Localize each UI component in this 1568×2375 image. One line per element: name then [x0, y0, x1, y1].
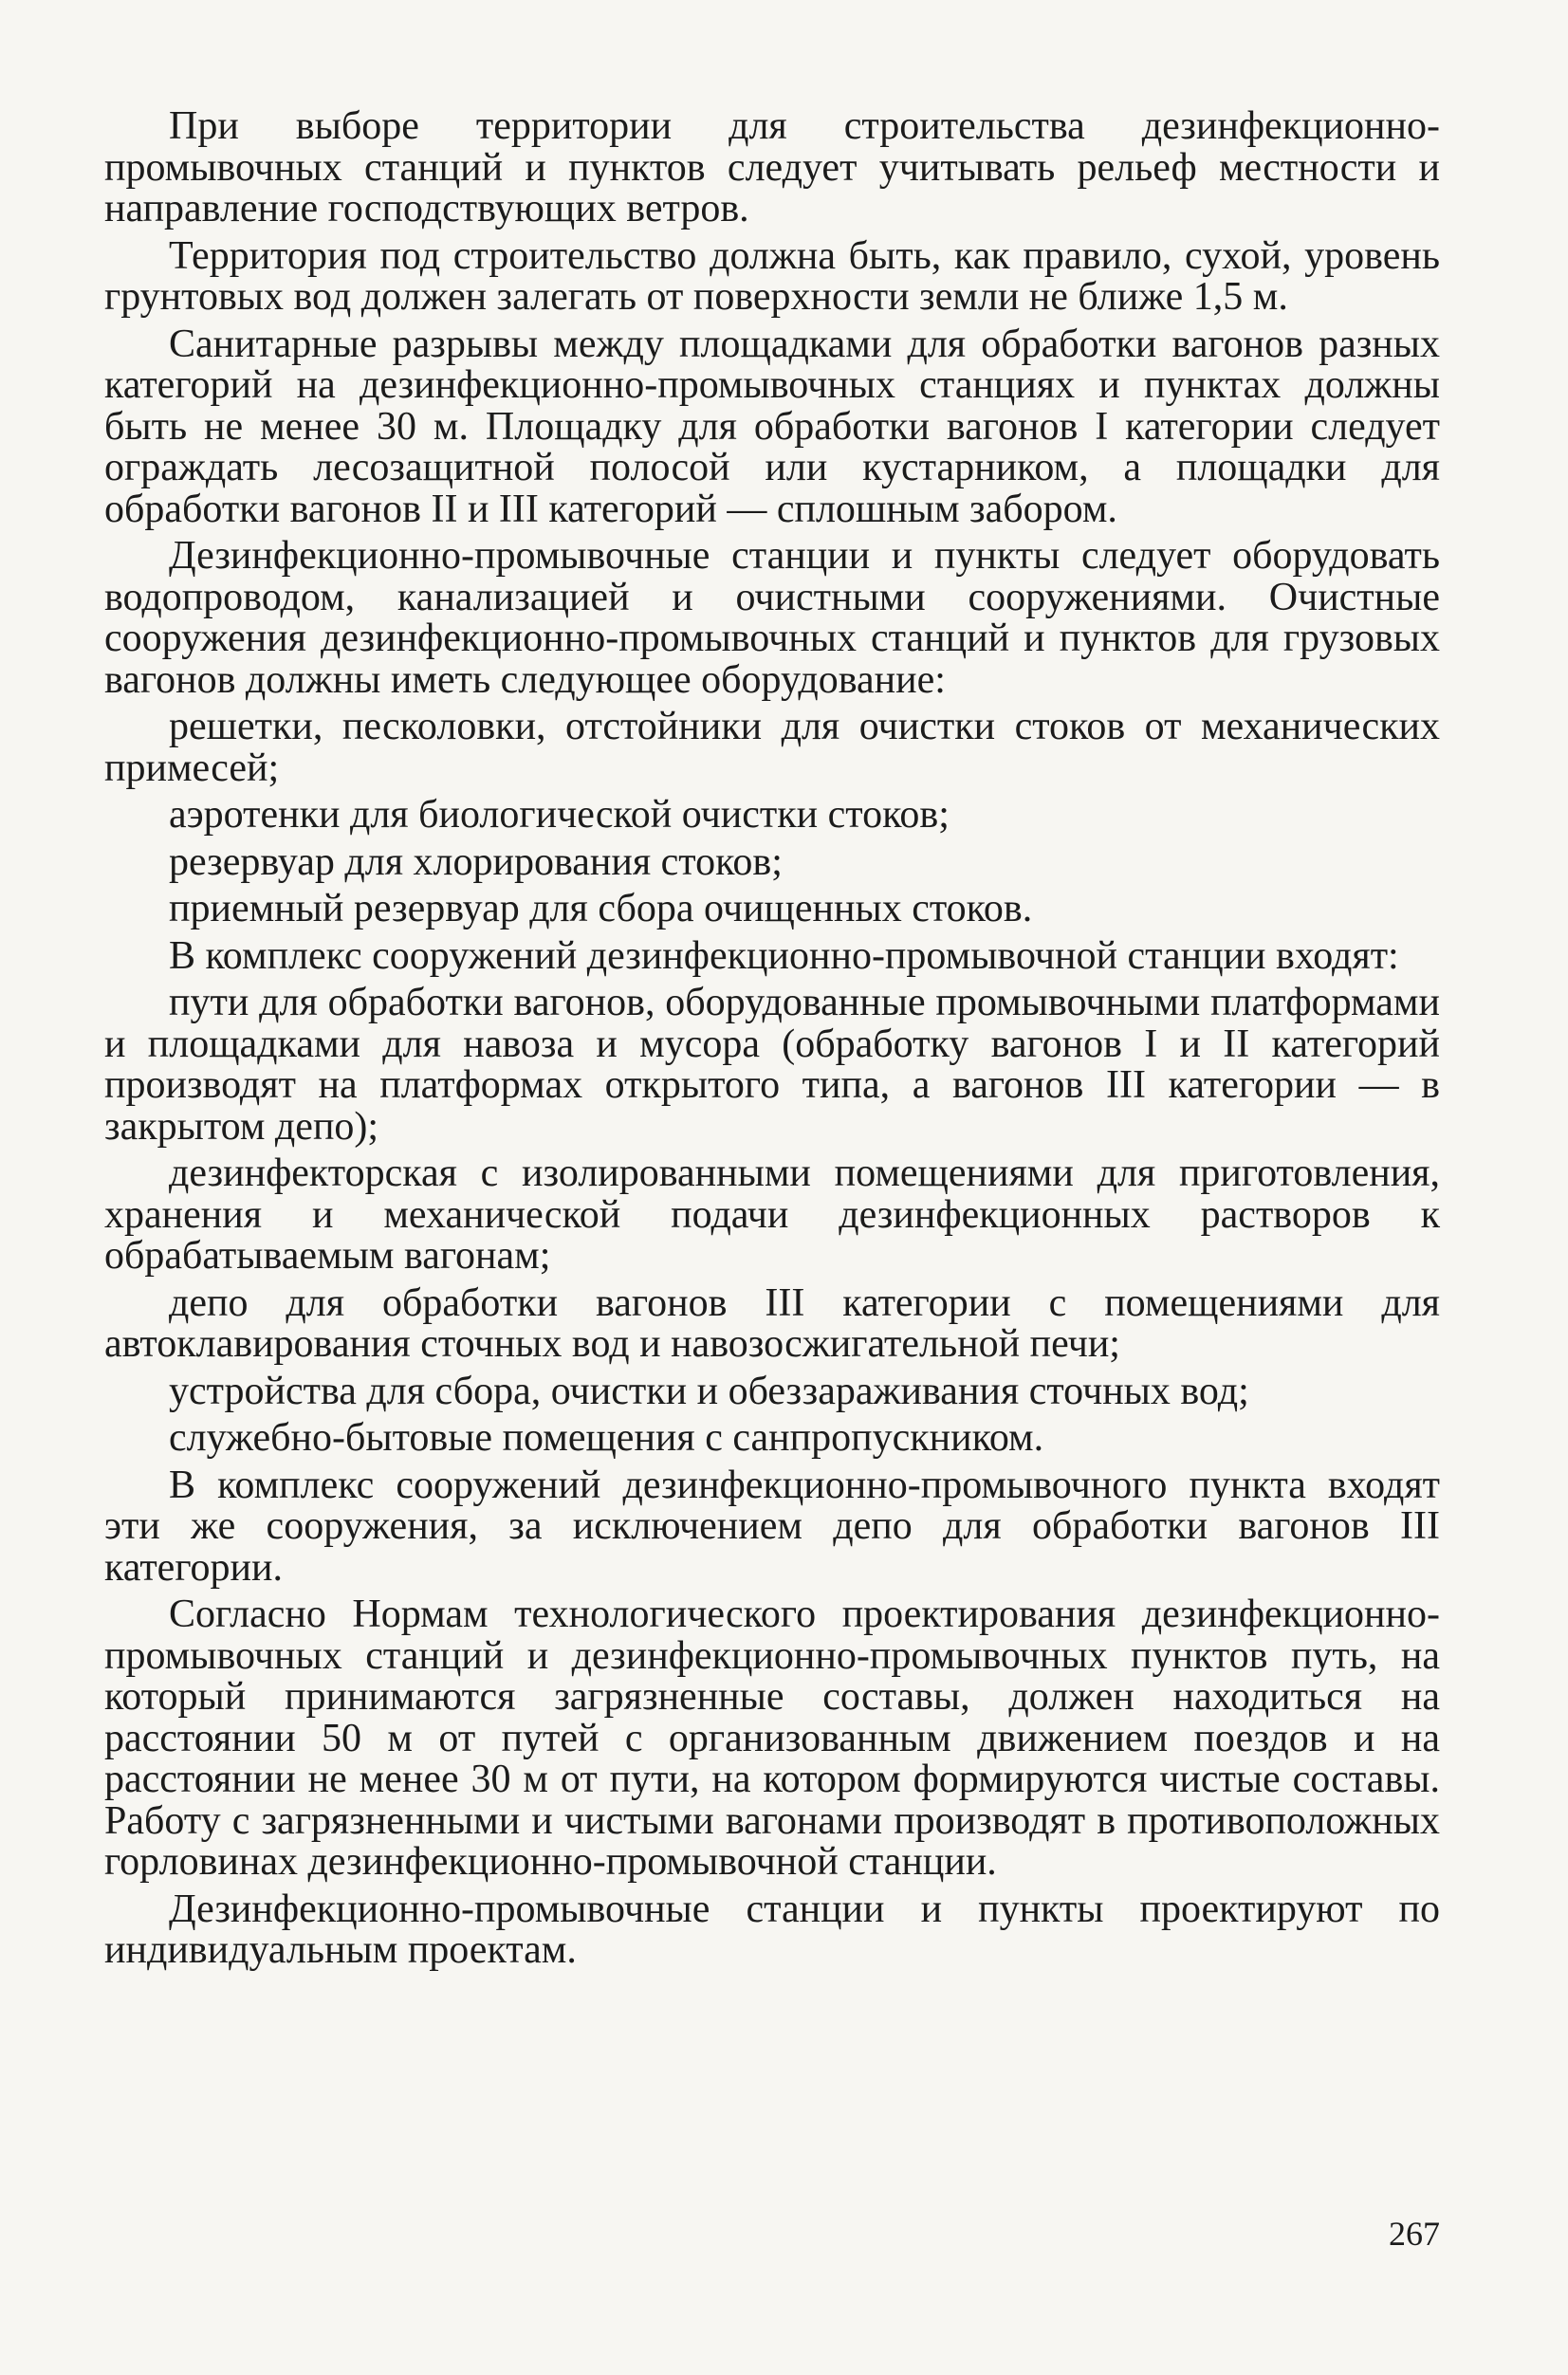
- list-item-wastewater-devices: устройства для сбора, очистки и обеззараживания сточных вод;: [169, 1369, 1249, 1413]
- paragraph-individual-projects: Дезинфекционно-промывочные станции и пункты проектируют по индивидуальным проектам.: [104, 1887, 1440, 1972]
- paragraph-point-complex: В комплекс сооружений дезинфекционно-промывочного пункта входят эти же сооружения, за исключением депо для обработки вагонов III категории.: [104, 1463, 1440, 1590]
- list-item-disinfection-room: дезинфекторская с изолированными помещениями для приготовления, хранения и механической подачи дезинфекционных растворов к обрабатываемым вагонам;: [104, 1151, 1440, 1278]
- list-item-tracks: пути для обработки вагонов, оборудованные промывочными платформами и площадками для навоза и мусора (обработку вагонов I и II категорий производят на платформах открытого типа, а вагонов III категории — в закрытом депо);: [104, 981, 1440, 1149]
- list-item-receiving-tank: приемный резервуар для сбора очищенных стоков.: [169, 887, 1033, 930]
- list-item-grates: решетки, песколовки, отстойники для очистки стоков от механических примесей;: [104, 705, 1440, 790]
- paragraph-territory-requirements: Территория под строительство должна быть, как правило, сухой, уровень грунтовых вод должен залегать от поверхности земли не ближе 1,5 м.: [104, 233, 1440, 319]
- paragraph-design-norms: Согласно Нормам технологического проектирования дезинфекционно-промывочных станций и дезинфекционно-промывочных пунктов путь, на который принимаются загрязненные составы, должен находиться на расстоянии 50 м от путей с организованным движением поездов и на расстоянии не менее 30 м от пути, на котором формируются чистые составы. Работу с загрязненными и чистыми вагонами производят в противоположных горловинах дезинфекционно-промывочной станции.: [104, 1593, 1440, 1884]
- list-item-chlorination-tank: резервуар для хлорирования стоков;: [169, 839, 783, 884]
- list-item-depot: депо для обработки вагонов III категории с помещениями для автоклавирования сточных вод и навозосжигательной печи;: [104, 1280, 1440, 1366]
- paragraph-site-selection: При выборе территории для строительства дезинфекционно-промывочных станций и пунктов следует учитывать рельеф местности и направление господствующих ветров.: [104, 104, 1440, 230]
- paragraph-sanitary-gaps: Санитарные разрывы между площадками для обработки вагонов разных категорий на дезинфекционно-промывочных станциях и пунктах должны быть не менее 30 м. Площадку для обработки вагонов I категории следует ограждать лесозащитной полосой или кустарником, а площадки для обработки вагонов II и III категорий — сплошным забором.: [104, 322, 1440, 531]
- list-item-service-rooms: служебно-бытовые помещения с санпропускником.: [169, 1416, 1044, 1460]
- paragraph-station-complex-intro: В комплекс сооружений дезинфекционно-промывочной станции входят:: [169, 933, 1399, 978]
- body-text: [104, 106, 1440, 1978]
- page-number: 267: [1389, 2215, 1440, 2253]
- list-item-aerotanks: аэротенки для биологической очистки стоков;: [169, 793, 950, 837]
- paragraph-equipment-intro: Дезинфекционно-промывочные станции и пункты следует оборудовать водопроводом, канализацией и очистными сооружениями. Очистные сооружения дезинфекционно-промывочных станций и пунктов для грузовых вагонов должны иметь следующее оборудование:: [104, 534, 1440, 702]
